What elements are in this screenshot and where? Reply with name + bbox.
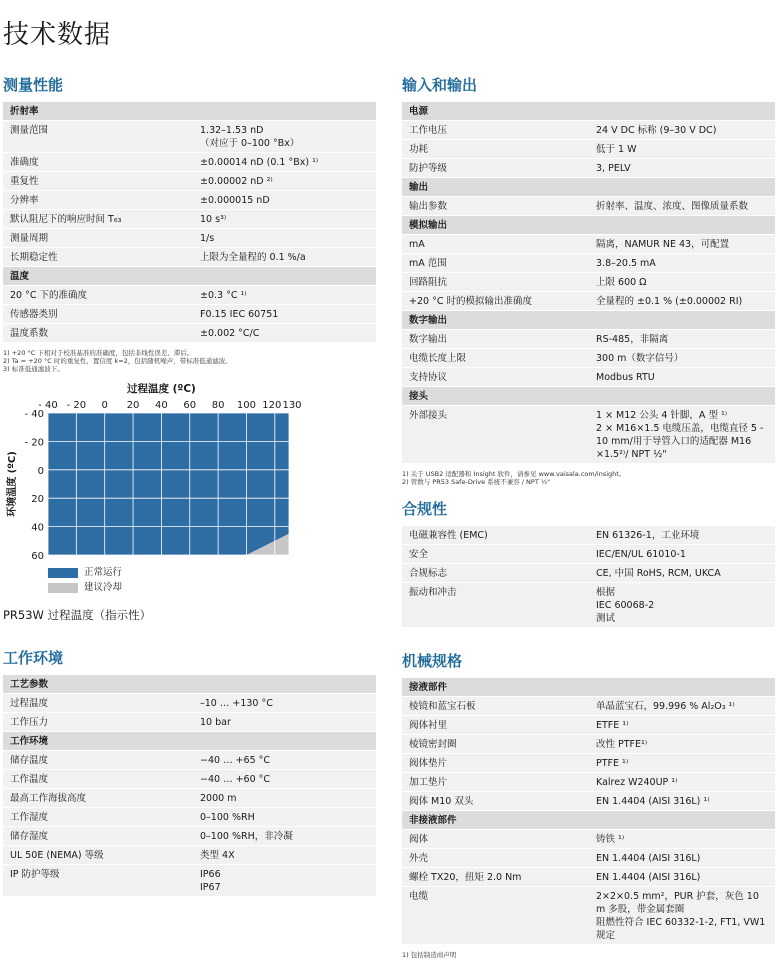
x-axis-label: 过程温度 (ºC) bbox=[126, 383, 196, 395]
mechanical-table bbox=[402, 678, 775, 945]
group-header-label: 温度 bbox=[3, 267, 376, 286]
spec-value: IP66 IP67 bbox=[193, 865, 376, 897]
spec-row bbox=[402, 254, 775, 273]
spec-key: 测量范围 bbox=[3, 121, 193, 153]
spec-value: 全量程的 ±0.1 % (±0.00002 RI) bbox=[589, 292, 775, 311]
spec-row bbox=[3, 286, 376, 305]
spec-key: 振动和冲击 bbox=[402, 583, 589, 628]
spec-value: 根据 IEC 60068-2 测试 bbox=[589, 583, 775, 628]
spec-value: 300 m（数字信号） bbox=[589, 349, 775, 368]
group-header bbox=[3, 102, 376, 121]
spec-row bbox=[402, 349, 775, 368]
spec-row bbox=[402, 159, 775, 178]
spec-key: 温度系数 bbox=[3, 324, 193, 343]
mechanical-notes: 1) 包括制造商声明 bbox=[402, 951, 457, 959]
group-header bbox=[3, 675, 376, 694]
compliance-table bbox=[402, 526, 775, 628]
spec-key: 过程温度 bbox=[3, 694, 193, 713]
spec-value: EN 1.4404 (AISI 316L) ¹⁾ bbox=[589, 792, 775, 811]
spec-row bbox=[3, 751, 376, 770]
spec-key: +20 °C 时的模拟输出准确度 bbox=[402, 292, 589, 311]
spec-value: 10 bar bbox=[193, 713, 376, 732]
group-header bbox=[402, 311, 775, 330]
spec-value: 改性 PTFE¹⁾ bbox=[589, 735, 775, 754]
spec-value: 1.32–1.53 nD （对应于 0–100 °Bx） bbox=[193, 121, 376, 153]
spec-value: 类型 4X bbox=[193, 846, 376, 865]
spec-key: UL 50E (NEMA) 等级 bbox=[3, 846, 193, 865]
group-header bbox=[402, 811, 775, 830]
group-header-label: 模拟输出 bbox=[402, 216, 775, 235]
spec-value: 1/s bbox=[193, 229, 376, 248]
group-header-label: 电源 bbox=[402, 102, 775, 121]
spec-key: 外壳 bbox=[402, 849, 589, 868]
spec-key: 电缆长度上限 bbox=[402, 349, 589, 368]
environment-heading: 工作环境 bbox=[3, 649, 64, 667]
spec-row bbox=[402, 887, 775, 945]
spec-key: 加工垫片 bbox=[402, 773, 589, 792]
spec-row bbox=[3, 153, 376, 172]
spec-row bbox=[3, 191, 376, 210]
spec-key: 电磁兼容性 (EMC) bbox=[402, 526, 589, 545]
group-header bbox=[402, 102, 775, 121]
environment-table bbox=[3, 675, 376, 897]
spec-key: 外部接头 bbox=[402, 406, 589, 464]
spec-value: IEC/EN/UL 61010-1 bbox=[589, 545, 775, 564]
spec-key: 传感器类别 bbox=[3, 305, 193, 324]
y-tick-label: 40 bbox=[31, 522, 44, 534]
spec-row bbox=[402, 868, 775, 887]
spec-value: −40 … +65 °C bbox=[193, 751, 376, 770]
spec-value: ±0.002 °C/C bbox=[193, 324, 376, 343]
x-tick-label: - 40 bbox=[38, 400, 58, 411]
io-notes: 1) 关于 USB2 适配器和 Insight 软件，请参见 www.vaisala.com/insight。 2) 管数与 PR53 Safe-Drive 系统不兼容 / NPT ½" bbox=[402, 470, 626, 486]
spec-key: 阀体衬里 bbox=[402, 716, 589, 735]
spec-row bbox=[402, 197, 775, 216]
x-tick-label: 60 bbox=[183, 400, 197, 411]
spec-value: 24 V DC 标称 (9–30 V DC) bbox=[589, 121, 775, 140]
spec-value: PTFE ¹⁾ bbox=[589, 754, 775, 773]
measurement-heading: 测量性能 bbox=[3, 76, 64, 94]
io-section bbox=[402, 74, 775, 486]
spec-key: 数字输出 bbox=[402, 330, 589, 349]
spec-key: 支持协议 bbox=[402, 368, 589, 387]
group-header-label: 工作环境 bbox=[3, 732, 376, 751]
spec-value: 0–100 %RH，非冷凝 bbox=[193, 827, 376, 846]
measurement-table bbox=[3, 102, 376, 343]
spec-value: EN 1.4404 (AISI 316L) bbox=[589, 849, 775, 868]
spec-value: 3.8–20.5 mA bbox=[589, 254, 775, 273]
compliance-heading: 合规性 bbox=[402, 500, 448, 518]
group-header-label: 工艺参数 bbox=[3, 675, 376, 694]
spec-row bbox=[3, 248, 376, 267]
spec-key: 测量周期 bbox=[3, 229, 193, 248]
spec-row bbox=[3, 808, 376, 827]
mechanical-heading: 机械规格 bbox=[402, 652, 463, 670]
y-tick-label: 0 bbox=[37, 465, 44, 477]
spec-row bbox=[3, 305, 376, 324]
normal-operation-area bbox=[48, 413, 289, 555]
group-header-label: 非接液部件 bbox=[402, 811, 775, 830]
y-axis-label: 环境温度 (ºC) bbox=[7, 451, 18, 517]
measurement-notes: 1) +20 °C 下相对于校准基准的准确度，包括非线性误差、滞后。 2) Ta = +20 °C 时的重复性，置信度 k=2，包括随机噪声，带标准低通滤波。 3) 标准低通滤波下。 bbox=[3, 349, 232, 373]
spec-row bbox=[402, 849, 775, 868]
spec-value: 2×2×0.5 mm²，PUR 护套，灰色 10 m 多股，带金属套圈 阻燃性符合 IEC 60332-1-2, FT1, VW1 规定 bbox=[589, 887, 775, 945]
spec-key: 阀体 bbox=[402, 830, 589, 849]
x-tick-label: - 20 bbox=[66, 400, 87, 411]
spec-row bbox=[3, 229, 376, 248]
spec-row bbox=[402, 564, 775, 583]
spec-row bbox=[402, 583, 775, 628]
spec-key: 安全 bbox=[402, 545, 589, 564]
spec-row bbox=[402, 792, 775, 811]
y-tick-label: - 40 bbox=[24, 409, 44, 420]
spec-value: F0.15 IEC 60751 bbox=[193, 305, 376, 324]
spec-row bbox=[402, 368, 775, 387]
spec-row bbox=[402, 735, 775, 754]
spec-row bbox=[3, 121, 376, 153]
spec-row bbox=[402, 235, 775, 254]
spec-key: 合规标志 bbox=[402, 564, 589, 583]
compliance-section bbox=[402, 498, 775, 628]
legend-cooling-label: 建议冷却 bbox=[84, 582, 123, 593]
spec-key: mA 范围 bbox=[402, 254, 589, 273]
legend-cooling bbox=[48, 579, 122, 593]
spec-row bbox=[3, 770, 376, 789]
spec-key: 储存湿度 bbox=[3, 827, 193, 846]
group-header bbox=[3, 732, 376, 751]
spec-key: 回路阻抗 bbox=[402, 273, 589, 292]
spec-key: 准确度 bbox=[3, 153, 193, 172]
spec-row bbox=[402, 754, 775, 773]
spec-key: 棱镜密封圈 bbox=[402, 735, 589, 754]
spec-row bbox=[402, 716, 775, 735]
spec-row bbox=[3, 172, 376, 191]
spec-key: 分辨率 bbox=[3, 191, 193, 210]
spec-row bbox=[3, 694, 376, 713]
legend-normal-swatch bbox=[48, 568, 78, 578]
spec-row bbox=[3, 210, 376, 229]
x-tick-label: 80 bbox=[211, 400, 225, 411]
spec-value: 1 × M12 公头 4 针脚，A 型 ¹⁾ 2 × M16×1.5 电缆压盖，电缆直径 5 - 10 mm/用于导管入口的适配器 M16 ×1.5²⁾/ NPT ½" bbox=[589, 406, 775, 464]
spec-key: 20 °C 下的准确度 bbox=[3, 286, 193, 305]
spec-key: 工作电压 bbox=[402, 121, 589, 140]
spec-value: EN 1.4404 (AISI 316L) bbox=[589, 868, 775, 887]
spec-row bbox=[402, 273, 775, 292]
spec-value: 上限为全量程的 0.1 %/a bbox=[193, 248, 376, 267]
x-tick-label: 120 bbox=[262, 400, 282, 411]
spec-value: –10 … +130 °C bbox=[193, 694, 376, 713]
spec-key: 阀体垫片 bbox=[402, 754, 589, 773]
measurement-section bbox=[3, 74, 376, 373]
spec-row bbox=[3, 846, 376, 865]
spec-row bbox=[3, 324, 376, 343]
spec-value: 10 s³⁾ bbox=[193, 210, 376, 229]
spec-value: 单晶蓝宝石，99.996 % Al₂O₃ ¹⁾ bbox=[589, 697, 775, 716]
spec-value: EN 61326-1，工业环境 bbox=[589, 526, 775, 545]
spec-key: 储存温度 bbox=[3, 751, 193, 770]
x-tick-label: 40 bbox=[155, 400, 168, 411]
spec-value: ETFE ¹⁾ bbox=[589, 716, 775, 735]
legend-cooling-swatch bbox=[48, 583, 78, 593]
spec-key: 默认阻尼下的响应时间 T₆₃ bbox=[3, 210, 193, 229]
spec-key: 阀体 M10 双头 bbox=[402, 792, 589, 811]
group-header-label: 输出 bbox=[402, 178, 775, 197]
spec-value: ±0.000015 nD bbox=[193, 191, 376, 210]
spec-key: 防护等级 bbox=[402, 159, 589, 178]
spec-row bbox=[402, 121, 775, 140]
spec-key: 最高工作海拔高度 bbox=[3, 789, 193, 808]
spec-value: 上限 600 Ω bbox=[589, 273, 775, 292]
spec-key: IP 防护等级 bbox=[3, 865, 193, 897]
spec-key: 功耗 bbox=[402, 140, 589, 159]
spec-key: 螺栓 TX20，扭矩 2.0 Nm bbox=[402, 868, 589, 887]
spec-value: ±0.3 °C ¹⁾ bbox=[193, 286, 376, 305]
group-header-label: 接头 bbox=[402, 387, 775, 406]
spec-value: RS-485，非隔离 bbox=[589, 330, 775, 349]
chart-caption: PR53W 过程温度（指示性） bbox=[3, 608, 152, 622]
legend-normal bbox=[48, 564, 122, 578]
y-tick-label: 60 bbox=[31, 551, 44, 562]
group-header bbox=[402, 678, 775, 697]
group-header-label: 接液部件 bbox=[402, 678, 775, 697]
spec-row bbox=[3, 789, 376, 808]
spec-row bbox=[402, 545, 775, 564]
spec-key: 工作湿度 bbox=[3, 808, 193, 827]
io-heading: 输入和输出 bbox=[402, 76, 478, 94]
io-table bbox=[402, 102, 775, 464]
spec-row bbox=[402, 773, 775, 792]
group-header bbox=[3, 267, 376, 286]
spec-row bbox=[402, 830, 775, 849]
spec-value: 2000 m bbox=[193, 789, 376, 808]
spec-key: 工作压力 bbox=[3, 713, 193, 732]
spec-key: 重复性 bbox=[3, 172, 193, 191]
spec-key: 长期稳定性 bbox=[3, 248, 193, 267]
spec-row bbox=[3, 827, 376, 846]
spec-value: 3, PELV bbox=[589, 159, 775, 178]
spec-key: 棱镜和蓝宝石板 bbox=[402, 697, 589, 716]
spec-row bbox=[3, 713, 376, 732]
group-header bbox=[402, 216, 775, 235]
y-tick-label: 20 bbox=[31, 494, 44, 506]
spec-value: 隔离，NAMUR NE 43，可配置 bbox=[589, 235, 775, 254]
spec-key: 工作温度 bbox=[3, 770, 193, 789]
spec-row bbox=[402, 330, 775, 349]
spec-value: 0–100 %RH bbox=[193, 808, 376, 827]
mechanical-section bbox=[402, 650, 775, 959]
group-header bbox=[402, 387, 775, 406]
spec-key: 电缆 bbox=[402, 887, 589, 945]
spec-row bbox=[402, 697, 775, 716]
spec-row bbox=[402, 526, 775, 545]
spec-value: 折射率、温度、浓度、图像质量系数 bbox=[589, 197, 775, 216]
spec-value: −40 … +60 °C bbox=[193, 770, 376, 789]
spec-value: 铸铁 ¹⁾ bbox=[589, 830, 775, 849]
spec-row bbox=[402, 406, 775, 464]
spec-value: ±0.00002 nD ²⁾ bbox=[193, 172, 376, 191]
spec-value: ±0.00014 nD (0.1 °Bx) ¹⁾ bbox=[193, 153, 376, 172]
group-header bbox=[402, 178, 775, 197]
spec-key: mA bbox=[402, 235, 589, 254]
x-tick-label: 0 bbox=[101, 400, 108, 411]
y-tick-label: - 20 bbox=[24, 437, 44, 449]
x-tick-label: 20 bbox=[126, 400, 140, 411]
spec-value: Kalrez W240UP ¹⁾ bbox=[589, 773, 775, 792]
spec-value: Modbus RTU bbox=[589, 368, 775, 387]
legend-normal-label: 正常运行 bbox=[84, 567, 123, 578]
x-tick-label: 100 bbox=[236, 400, 257, 411]
spec-row bbox=[402, 140, 775, 159]
group-header-label: 数字输出 bbox=[402, 311, 775, 330]
x-tick-label: 130 bbox=[282, 400, 302, 411]
spec-key: 输出参数 bbox=[402, 197, 589, 216]
spec-value: 低于 1 W bbox=[589, 140, 775, 159]
spec-row bbox=[402, 292, 775, 311]
environment-section bbox=[3, 647, 376, 897]
spec-row bbox=[3, 865, 376, 897]
page-title: 技术数据 bbox=[3, 20, 112, 50]
group-header-label: 折射率 bbox=[3, 102, 376, 121]
spec-value: CE, 中国 RoHS, RCM, UKCA bbox=[589, 564, 775, 583]
